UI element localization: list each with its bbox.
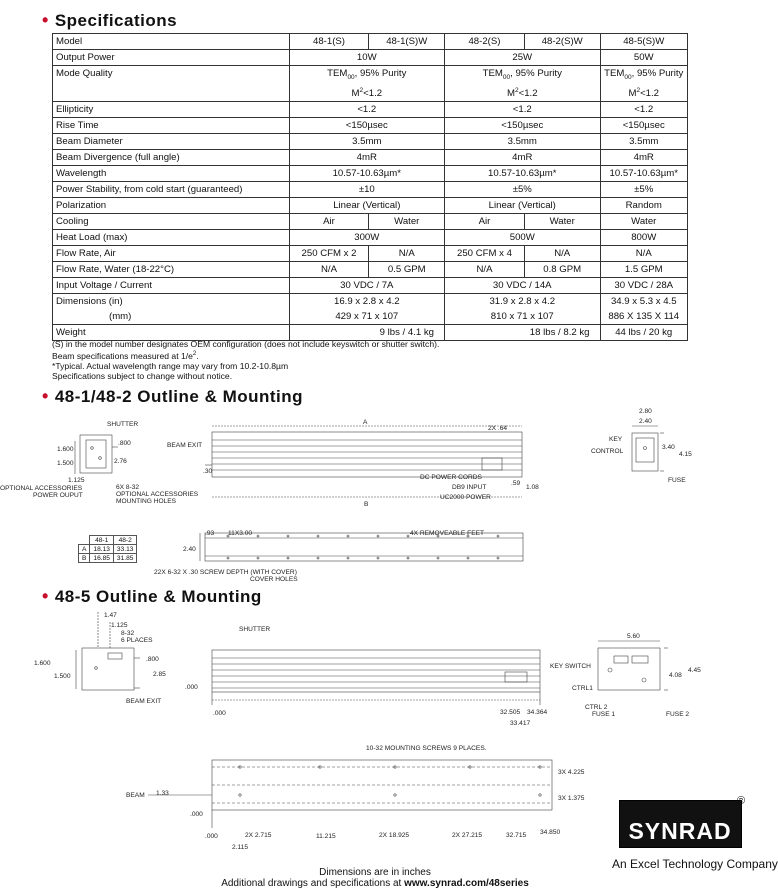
dim-34364: 34.364 [527,709,548,716]
table-cell: Linear (Vertical) [289,198,444,214]
table-cell: 34.9 x 5.3 x 4.5 [600,294,688,310]
dim-2x-27215: 2X 27.215 [452,832,483,839]
table-cell: 48-2(S) [445,34,525,50]
table-cell: 886 X 135 X 114 [600,309,688,325]
table-cell: Dimensions (in) [53,294,290,310]
bottom-view-48-5 [148,760,552,828]
label-shutter: SHUTTER [107,421,139,428]
table-row [79,554,137,563]
dim-1125: 1.125 [68,477,85,484]
label-optional-power-1: OPTIONAL ACCESSORIES [0,485,83,492]
table-cell: Heat Load (max) [53,230,290,246]
dimension-table [78,535,137,563]
synrad-logo-text: SYNRAD [628,818,732,844]
label-832: 8-32 [121,630,135,637]
label-screws-bottom-1: 22X 6-32 X .30 SCREW DEPTH (WITH COVER) [154,569,297,576]
tem-text: TEM [482,68,503,79]
table-cell: (mm) [53,309,290,325]
table-cell: 48-5(S)W [600,34,688,50]
tem-sub: 00 [347,73,355,81]
outline-48-1-2-title-text: 48-1/48-2 Outline & Mounting [54,387,304,406]
footer-link[interactable]: www.synrad.com/48series [404,878,529,889]
table-cell: Linear (Vertical) [445,198,600,214]
table-cell: 4mR [445,150,600,166]
table-cell: 3.5mm [600,134,688,150]
label-uc2000-power: UC2000 POWER [440,494,491,501]
dim-a: A [363,419,368,426]
dim-280: 2.80 [639,408,652,415]
table-cell: Rise Time [53,118,290,134]
m-value: <1.2 [363,88,383,100]
bullet-icon: • [42,10,49,30]
label-beam: BEAM [126,792,145,799]
dim-276: 2.76 [114,458,127,465]
table-cell: Input Voltage / Current [53,278,290,294]
label-shutter-b: SHUTTER [239,626,271,633]
table-cell: 50W [600,50,688,66]
table-cell: 1.5 GPM [600,262,688,278]
dim-1600: 1.600 [57,446,74,453]
label-ctrl1: CTRL1 [572,685,593,692]
m-value: <1.2 [640,88,660,100]
table-cell: <150µsec [445,118,600,134]
table-cell: Flow Rate, Air [53,246,290,262]
note-beam-text: Beam specifications measured at 1/e [52,350,193,361]
dim-000-b: .000 [213,710,226,717]
m-sup: 2 [514,86,519,94]
table-cell: 429 x 71 x 107 [289,309,444,325]
dim-445: 4.45 [688,667,701,674]
label-screws-3: MOUNTING HOLES [116,498,177,505]
dim-240: 2.40 [639,418,652,425]
dim-415: 4.15 [679,451,692,458]
table-cell: 10.57-10.63µm* [600,166,688,182]
tem-text: TEM [327,68,348,79]
table-cell: N/A [524,246,600,262]
side-view-48-5 [212,650,540,705]
table-cell: A [79,545,90,554]
label-key: KEY [609,436,623,443]
table-cell: Ellipticity [53,102,290,118]
dim-3x-4225: 3X 4.225 [558,769,585,776]
dim-2x-18925: 2X 18.925 [379,832,410,839]
label-screws-1: 6X 8-32 [116,484,140,491]
footer-more-info-text: Additional drawings and specifications at [221,878,405,889]
dim-2115: 2.115 [232,844,249,851]
table-cell: 500W [445,230,600,246]
table-cell: 810 x 71 x 107 [445,309,600,325]
table-cell: 16.9 x 2.8 x 4.2 [289,294,444,310]
table-cell: Cooling [53,214,290,230]
table-cell: <1.2 [445,102,600,118]
dim-30: .30 [203,468,213,475]
table-cell: Beam Divergence (full angle) [53,150,290,166]
table-cell: 30 VDC / 7A [289,278,444,294]
label-fuse1: FUSE 1 [592,711,616,718]
table-cell: 10.57-10.63µm* [289,166,444,182]
registered-mark: ® [737,795,746,807]
table-cell: 48-1(S)W [369,34,445,50]
label-beam-exit: BEAM EXIT [167,442,203,449]
label-ctrl2: CTRL 2 [585,704,608,711]
table-cell: Air [445,214,525,230]
table-row [79,536,137,545]
dim-408: 4.08 [669,672,682,679]
table-cell: 800W [600,230,688,246]
note-beam-sup: 2 [192,351,197,357]
dim-b: B [364,501,369,508]
table-cell: 48-1 [90,536,114,545]
note-change: Specifications subject to change without notice. [52,370,233,381]
table-cell: 4mR [289,150,444,166]
dim-11x300: 11X3.00 [228,530,253,537]
dim-32505: 32.505 [500,709,521,716]
table-cell: Random [600,198,688,214]
label-db9-input: DB9 INPUT [452,484,487,491]
note-typical: *Typical. Actual wavelength range may vary from 10.2-10.8µm [52,360,289,371]
company-tagline: An Excel Technology Company [612,857,778,871]
note-beam-end: . [196,350,199,361]
table-cell: 3.5mm [289,134,444,150]
table-cell: N/A [445,262,525,278]
table-cell: 33.13 [113,545,137,554]
purity-text: , 95% Purity [631,68,684,79]
table-cell: <150µsec [289,118,444,134]
table-cell: 9 lbs / 4.1 kg [289,325,444,341]
front-view-48-5 [76,612,140,690]
table-cell: 4mR [600,150,688,166]
label-screws-2: OPTIONAL ACCESSORIES [116,491,199,498]
table-cell: Air [289,214,369,230]
table-cell: 48-1(S) [289,34,369,50]
label-optional-power-2: POWER OUPUT [33,492,83,499]
dim-1600-b: 1.600 [34,660,51,667]
note-oem: (S) in the model number designates OEM configuration (does not include keyswitch or shutter switch). [52,339,440,349]
table-cell: 0.5 GPM [369,262,445,278]
table-cell: N/A [369,246,445,262]
table-cell: Water [600,214,688,230]
table-row [79,545,137,554]
m-text: M [506,88,515,100]
m-sup: 2 [359,86,364,94]
purity-text: , 95% Purity [510,68,562,79]
dim-32715: 32.715 [506,832,527,839]
table-cell: ±5% [600,182,688,198]
footer-more-info [0,878,750,889]
table-cell: Wavelength [53,166,290,182]
table-cell: <150µsec [600,118,688,134]
dim-1125-b: 1.125 [111,622,128,629]
table-cell: N/A [289,262,369,278]
label-dc-power-cords: DC POWER CORDS [420,474,482,481]
footer-dimensions-note: Dimensions are in inches [319,867,431,878]
table-cell: 18.13 [90,545,114,554]
table-cell: Water [524,214,600,230]
dim-1500: 1.500 [57,460,74,467]
table-cell: Beam Diameter [53,134,290,150]
dim-11215: 11.215 [316,833,336,840]
end-view-48-5 [598,641,668,690]
table-cell: 0.8 GPM [524,262,600,278]
dim-800-b: .800 [146,656,159,663]
table-cell: B [79,554,90,563]
table-cell: 48-2 [113,536,137,545]
label-6-places: 6 PLACES [121,637,153,644]
table-cell: 31.85 [113,554,137,563]
dim-2x-64: 2X .64 [488,425,508,432]
outline-48-5-title-text: 48-5 Outline & Mounting [54,587,262,606]
m-sup: 2 [636,86,641,94]
table-cell: 25W [445,50,600,66]
dim-108: 1.08 [526,484,539,491]
dim-93: .93 [205,530,215,537]
specifications-title-text: Specifications [54,11,178,30]
table-cell: 10.57-10.63µm* [445,166,600,182]
tem-sub: 00 [624,73,632,81]
dim-560: 5.60 [627,633,640,640]
dim-2x-2715: 2X 2.715 [245,832,272,839]
end-view-48-1 [632,426,664,471]
dim-1500-b: 1.500 [54,673,71,680]
tem-sub: 00 [502,73,511,81]
m-value: <1.2 [518,88,538,100]
table-cell: Water [369,214,445,230]
table-cell: 10W [289,50,444,66]
m-text: M [628,88,637,100]
label-removeable-feet: 4X REMOVEABLE FEET [410,530,485,537]
dim-34850: 34.850 [540,829,561,836]
table-cell: 250 CFM x 4 [445,246,525,262]
dim-340: 3.40 [662,444,675,451]
label-control: CONTROL [591,448,624,455]
m-text: M [351,88,360,100]
table-cell: 250 CFM x 2 [289,246,369,262]
label-screws-bottom-2: COVER HOLES [250,576,298,583]
table-cell: 18 lbs / 8.2 kg [445,325,600,341]
table-cell: 3.5mm [445,134,600,150]
dim-59: .59 [511,480,521,487]
table-cell: 30 VDC / 28A [600,278,688,294]
dim-33417: 33.417 [510,720,531,727]
table-cell: 31.9 x 2.8 x 4.2 [445,294,600,310]
table-cell: Model [53,34,290,50]
table-cell: ±10 [289,182,444,198]
label-key-switch: KEY SWITCH [550,663,591,670]
table-cell: Weight [53,325,290,341]
label-fuse2: FUSE 2 [666,711,690,718]
label-fuse: FUSE [668,477,686,484]
table-cell: 16.85 [90,554,114,563]
dim-000-a: .000 [185,684,198,691]
bullet-icon: • [42,586,49,606]
purity-text: , 95% Purity [354,68,407,79]
dim-800: .800 [118,440,131,447]
table-cell: 48-2(S)W [524,34,600,50]
table-cell: 300W [289,230,444,246]
table-cell: <1.2 [289,102,444,118]
table-cell: Mode Quality [53,66,290,102]
dim-3x-1375: 3X 1.375 [558,795,585,802]
dim-133: 1.33 [156,790,169,797]
table-cell: Polarization [53,198,290,214]
label-beam-exit-b: BEAM EXIT [126,698,162,705]
dim-000-d: .000 [205,833,218,840]
table-cell: Power Stability, from cold start (guaranteed) [53,182,290,198]
dim-147: 1.47 [104,612,117,619]
label-mounting-screws: 10-32 MOUNTING SCREWS 9 PLACES. [366,745,487,752]
bullet-icon: • [42,386,49,406]
table-cell [79,536,90,545]
tem-text: TEM [604,68,625,79]
front-view-48-1 [75,435,118,474]
table-cell: <1.2 [600,102,688,118]
dim-240-bottom: 2.40 [183,546,196,553]
table-cell: N/A [600,246,688,262]
table-cell: Flow Rate, Water (18-22°C) [53,262,290,278]
dim-285: 2.85 [153,671,166,678]
dim-000-c: .000 [190,811,203,818]
table-cell: Output Power [53,50,290,66]
table-cell: ±5% [445,182,600,198]
table-cell: 44 lbs / 20 kg [600,325,688,341]
table-cell: 30 VDC / 14A [445,278,600,294]
